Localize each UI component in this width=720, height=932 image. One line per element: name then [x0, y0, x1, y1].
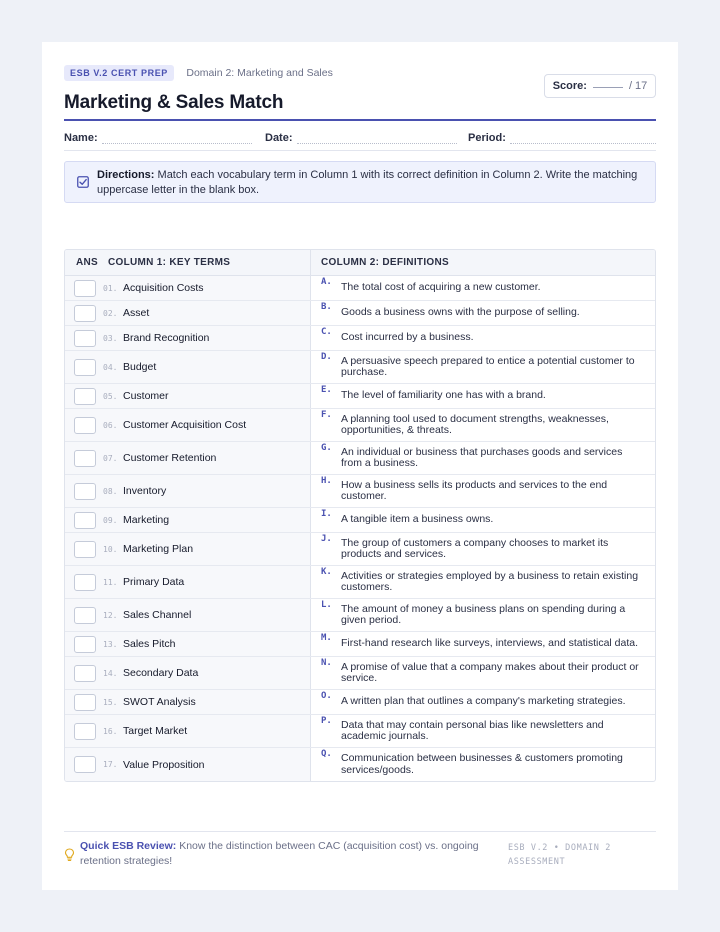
- definition-cell: [311, 657, 655, 689]
- term-number: 06.: [103, 420, 118, 430]
- term-label: SWOT Analysis: [123, 696, 196, 708]
- definition-cell: [311, 715, 655, 747]
- col2-header: COLUMN 2: DEFINITIONS: [321, 257, 449, 268]
- term-cell: [65, 442, 311, 474]
- tip-label: Quick ESB Review:: [80, 840, 177, 852]
- definition-text: Activities or strategies employed by a business to retain existing customers.: [341, 569, 639, 593]
- tip-text: Know the distinction between CAC (acquisition cost) vs. ongoing retention strategies!: [80, 840, 479, 867]
- definition-text: A planning tool used to document strengths, weaknesses, opportunities, & threats.: [341, 412, 609, 436]
- date-blank[interactable]: [297, 134, 457, 144]
- table-row: [65, 533, 655, 566]
- term-label: Customer Retention: [123, 452, 217, 464]
- term-label: Secondary Data: [123, 667, 199, 679]
- term-label: Customer Acquisition Cost: [123, 419, 247, 431]
- term-label: Inventory: [123, 485, 167, 497]
- term-number: 07.: [103, 453, 118, 463]
- term-number: 15.: [103, 697, 118, 707]
- term-number: 16.: [103, 726, 118, 736]
- period-field: [468, 132, 656, 144]
- term-cell: [65, 533, 311, 565]
- date-label: Date:: [265, 132, 293, 144]
- table-row: [65, 715, 655, 748]
- table-row: [65, 508, 655, 533]
- header: [64, 64, 656, 114]
- matching-table: [64, 249, 656, 782]
- definition-cell: [311, 599, 655, 631]
- footer-rule: [64, 831, 656, 832]
- directions-label: Directions:: [97, 169, 155, 181]
- table-row: [65, 599, 655, 632]
- date-field: [265, 132, 457, 144]
- term-label: Sales Channel: [123, 609, 192, 621]
- term-number: 17.: [103, 760, 118, 769]
- answer-box[interactable]: [74, 305, 96, 322]
- term-number: 08.: [103, 486, 118, 496]
- term-cell: [65, 475, 311, 507]
- term-number: 01.: [103, 283, 118, 293]
- directions-box: [64, 161, 656, 203]
- term-number: 03.: [103, 333, 118, 343]
- answer-box[interactable]: [74, 417, 96, 434]
- col1-header: COLUMN 1: KEY TERMS: [108, 257, 231, 268]
- definition-letter: K.: [321, 567, 332, 577]
- definition-cell: [311, 409, 655, 441]
- table-row: [65, 301, 655, 326]
- term-cell: [65, 326, 311, 350]
- answer-box[interactable]: [74, 723, 96, 740]
- definition-letter: I.: [321, 509, 332, 519]
- cert-tag: ESB V.2 CERT PREP: [64, 65, 174, 81]
- term-number: 13.: [103, 639, 118, 649]
- term-label: Sales Pitch: [123, 638, 176, 650]
- answer-box[interactable]: [74, 330, 96, 347]
- score-blank[interactable]: [593, 87, 623, 88]
- term-cell: [65, 599, 311, 631]
- term-label: Target Market: [123, 725, 188, 737]
- term-label: Primary Data: [123, 576, 185, 588]
- assessment-label: ESB V.2 • DOMAIN 2 ASSESSMENT: [508, 843, 611, 867]
- ans-header: ANS: [76, 257, 99, 268]
- definition-text: First-hand research like surveys, interviews, and statistical data.: [341, 637, 639, 650]
- definition-text: The amount of money a business plans on spending during a given period.: [341, 602, 626, 626]
- name-field: [64, 132, 252, 144]
- term-label: Marketing: [123, 514, 170, 526]
- table-row: [65, 632, 655, 657]
- period-label: Period:: [468, 132, 506, 144]
- score-label: Score:: [552, 80, 587, 92]
- definition-cell: [311, 301, 655, 325]
- term-label: Budget: [123, 361, 157, 373]
- answer-box[interactable]: [74, 359, 96, 376]
- definition-cell: [311, 276, 655, 300]
- answer-box[interactable]: [74, 450, 96, 467]
- definition-cell: [311, 384, 655, 408]
- term-cell: [65, 409, 311, 441]
- definition-cell: [311, 442, 655, 474]
- definition-cell: [311, 508, 655, 532]
- definition-letter: O.: [321, 691, 332, 701]
- definition-letter: L.: [321, 600, 332, 610]
- definition-text: Communication between businesses & customers promoting services/goods.: [341, 752, 623, 776]
- term-label: Acquisition Costs: [123, 282, 204, 294]
- definition-cell: [311, 326, 655, 350]
- term-number: 10.: [103, 544, 118, 554]
- answer-box[interactable]: [74, 280, 96, 297]
- term-cell: [65, 657, 311, 689]
- answer-box[interactable]: [74, 694, 96, 711]
- definition-cell: [311, 632, 655, 656]
- definition-letter: M.: [321, 633, 332, 643]
- definition-text: A persuasive speech prepared to entice a potential customer to purchase.: [341, 354, 635, 378]
- domain-label: Domain 2: Marketing and Sales: [186, 66, 333, 79]
- definition-text: The level of familiarity one has with a brand.: [341, 389, 546, 402]
- term-label: Value Proposition: [123, 758, 205, 771]
- table-row: [65, 409, 655, 442]
- term-label: Marketing Plan: [123, 543, 194, 555]
- page-title: Marketing & Sales Match: [64, 92, 284, 113]
- fields-rule: [64, 150, 656, 151]
- answer-box[interactable]: [74, 574, 96, 591]
- term-number: 02.: [103, 308, 118, 318]
- definition-cell: [311, 351, 655, 383]
- definition-letter: C.: [321, 327, 332, 337]
- table-row: [65, 690, 655, 715]
- term-label: Brand Recognition: [123, 332, 210, 344]
- term-number: 04.: [103, 362, 118, 372]
- term-number: 09.: [103, 515, 118, 525]
- answer-box[interactable]: [74, 607, 96, 624]
- term-cell: [65, 690, 311, 714]
- table-row: [65, 276, 655, 301]
- table-row: [65, 384, 655, 409]
- definition-letter: E.: [321, 385, 332, 395]
- definition-text: How a business sells its products and services to the end customer.: [341, 478, 608, 502]
- definition-text: The total cost of acquiring a new customer.: [341, 281, 541, 294]
- table-row: [65, 475, 655, 508]
- worksheet: [42, 42, 678, 890]
- table-row: [65, 442, 655, 475]
- term-cell: [65, 566, 311, 598]
- answer-box[interactable]: [74, 388, 96, 405]
- term-number: 12.: [103, 610, 118, 620]
- term-cell: [65, 384, 311, 408]
- period-blank[interactable]: [510, 134, 656, 144]
- definition-text: A promise of value that a company makes about their product or service.: [341, 660, 639, 684]
- term-label: Asset: [123, 307, 150, 319]
- name-blank[interactable]: [102, 134, 252, 144]
- student-fields: [64, 128, 656, 152]
- review-tip: [64, 839, 484, 869]
- term-cell: [65, 632, 311, 656]
- term-cell: [65, 508, 311, 532]
- term-cell: [65, 748, 311, 781]
- definition-letter: A.: [321, 277, 332, 287]
- header-rule: [64, 119, 656, 121]
- definition-cell: [311, 748, 655, 781]
- definition-letter: G.: [321, 443, 332, 453]
- term-cell: [65, 715, 311, 747]
- table-row: [65, 326, 655, 351]
- term-number: 14.: [103, 668, 118, 678]
- term-label: Customer: [123, 390, 169, 402]
- term-cell: [65, 301, 311, 325]
- answer-box[interactable]: [74, 512, 96, 529]
- answer-box[interactable]: [74, 541, 96, 558]
- answer-box[interactable]: [74, 665, 96, 682]
- definition-letter: F.: [321, 410, 332, 420]
- directions-text: Match each vocabulary term in Column 1 with its correct definition in Column 2. Write the matching uppercase letter in the blank box.: [97, 169, 638, 196]
- definition-letter: Q.: [321, 749, 332, 759]
- definition-letter: D.: [321, 352, 332, 362]
- name-label: Name:: [64, 132, 98, 144]
- definition-letter: B.: [321, 302, 332, 312]
- definition-text: Goods a business owns with the purpose of selling.: [341, 306, 580, 319]
- definition-text: Data that may contain personal bias like newsletters and academic journals.: [341, 718, 604, 742]
- score-total: / 17: [628, 80, 648, 92]
- table-row: [65, 657, 655, 690]
- table-body: [65, 276, 655, 781]
- table-header: [65, 250, 655, 276]
- answer-box[interactable]: [74, 636, 96, 653]
- term-cell: [65, 351, 311, 383]
- definition-letter: H.: [321, 476, 332, 486]
- score-box: [544, 74, 656, 98]
- definition-text: A written plan that outlines a company's marketing strategies.: [341, 695, 626, 708]
- term-number: 11.: [103, 577, 118, 587]
- lightbulb-icon: [64, 848, 75, 861]
- definition-cell: [311, 690, 655, 714]
- table-row: [65, 351, 655, 384]
- definition-cell: [311, 475, 655, 507]
- definition-text: An individual or business that purchases goods and services from a business.: [341, 445, 623, 469]
- term-cell: [65, 276, 311, 300]
- definition-letter: P.: [321, 716, 332, 726]
- definition-text: Cost incurred by a business.: [341, 331, 474, 344]
- table-row: [65, 566, 655, 599]
- table-row: [65, 748, 655, 781]
- checkbox-icon: [77, 176, 89, 188]
- definition-letter: J.: [321, 534, 332, 544]
- answer-box[interactable]: [74, 756, 96, 773]
- definition-cell: [311, 533, 655, 565]
- answer-box[interactable]: [74, 483, 96, 500]
- definition-letter: N.: [321, 658, 332, 668]
- term-number: 05.: [103, 391, 118, 401]
- definition-text: The group of customers a company chooses to market its products and services.: [341, 536, 609, 560]
- definition-cell: [311, 566, 655, 598]
- definition-text: A tangible item a business owns.: [341, 513, 494, 526]
